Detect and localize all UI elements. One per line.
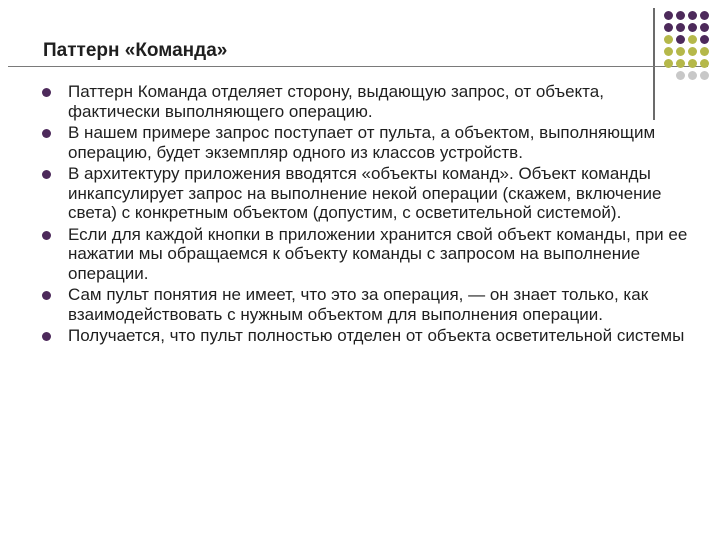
bullet-item [42, 326, 690, 346]
decorative-dot [676, 35, 685, 44]
bullet-dot-icon [42, 129, 51, 138]
decorative-dot [676, 47, 685, 56]
bullet-list [42, 82, 690, 348]
decorative-dot [700, 47, 709, 56]
decorative-dot [700, 35, 709, 44]
bullet-item [42, 285, 690, 324]
bullet-item [42, 123, 690, 162]
bullet-text: В нашем примере запрос поступает от пульта, а объектом, выполняющим операцию, будет экземпляр одного из классов устройств. [68, 123, 656, 162]
bullet-dot-icon [42, 291, 51, 300]
decorative-dot [676, 71, 685, 80]
decorative-dot [700, 71, 709, 80]
decorative-dot [688, 71, 697, 80]
horizontal-divider [8, 66, 708, 67]
decorative-dot [664, 11, 673, 20]
decorative-dot [688, 11, 697, 20]
slide-title: Паттерн «Команда» [43, 40, 228, 61]
decorative-dot [688, 23, 697, 32]
bullet-dot-icon [42, 170, 51, 179]
decorative-dot [664, 35, 673, 44]
bullet-dot-icon [42, 332, 51, 341]
bullet-text: Если для каждой кнопки в приложении хранится свой объект команды, при ее нажатии мы обращаемся к объекту команды с запросом на выполнение операции. [68, 224, 688, 283]
bullet-text: В архитектуру приложения вводятся «объекты команд». Объект команды инкапсулирует запрос на выполнение некой операции (скажем, включение света) с конкретным объектом (допустим, с осветительной системой). [68, 164, 662, 222]
bullet-dot-icon [42, 231, 51, 240]
bullet-text: Паттерн Команда отделяет сторону, выдающую запрос, от объекта, фактически выполняющего операцию. [68, 82, 604, 121]
decorative-dot [664, 59, 673, 68]
decorative-dot [700, 59, 709, 68]
bullet-item [42, 82, 690, 121]
decorative-dot-grid [664, 11, 712, 81]
bullet-item [42, 164, 690, 223]
decorative-dot [700, 11, 709, 20]
decorative-dot [676, 59, 685, 68]
decorative-dot [700, 23, 709, 32]
bullet-item [42, 225, 690, 284]
bullet-text: Сам пульт понятия не имеет, что это за операция, — он знает только, как взаимодействовать с нужным объектом для выполнения операции. [68, 285, 649, 324]
bullet-text: Получается, что пульт полностью отделен от объекта осветительной системы [68, 326, 685, 345]
decorative-dot [688, 59, 697, 68]
decorative-dot [688, 47, 697, 56]
decorative-dot [676, 11, 685, 20]
bullet-dot-icon [42, 88, 51, 97]
decorative-dot [664, 23, 673, 32]
decorative-dot [688, 35, 697, 44]
decorative-dot [664, 47, 673, 56]
decorative-dot [676, 23, 685, 32]
